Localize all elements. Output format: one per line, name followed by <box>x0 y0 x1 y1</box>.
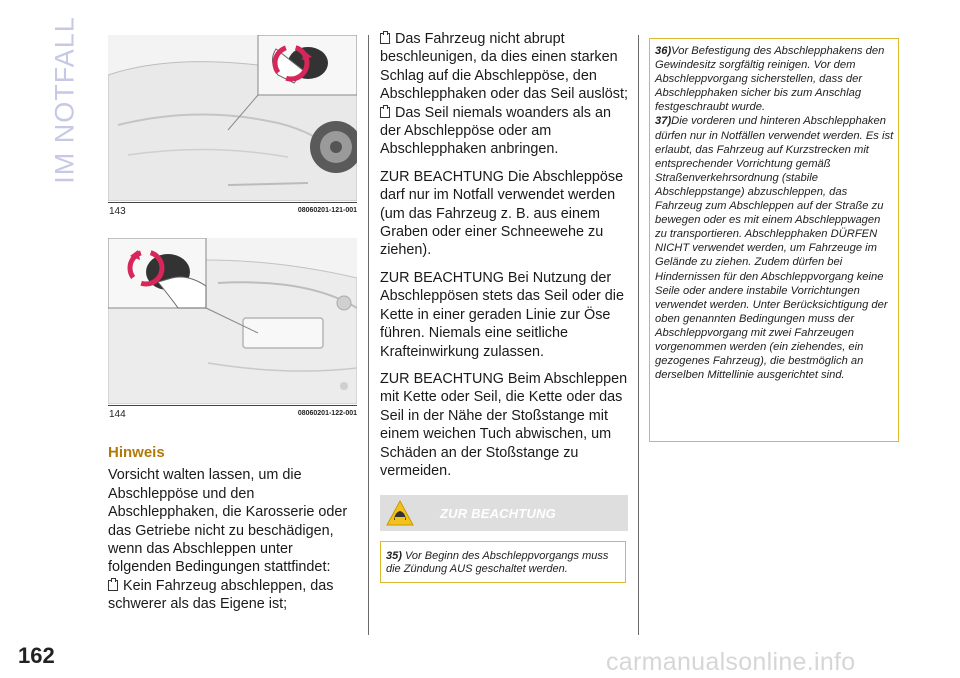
note-item <box>655 44 895 114</box>
warning-header <box>380 495 628 531</box>
figure-144-image <box>108 238 357 404</box>
column-divider <box>368 35 369 635</box>
figure-144 <box>108 238 357 423</box>
warning-triangle-icon <box>386 500 414 526</box>
note-text: Vor Befestigung des Abschlepphakens den Gewindesitz sorgfältig reinigen. Vor dem Abschleppvorgang sicherstellen, dass der Abschlepphaken sicher bis zum Anschlag festgeschraubt wurde. <box>655 45 885 114</box>
note-number: 35) <box>386 550 402 562</box>
checkbox-bullet-icon <box>380 107 390 118</box>
note-number: 36) <box>655 45 672 57</box>
checkbox-bullet-icon <box>380 33 390 44</box>
note-item <box>655 114 895 382</box>
column-divider <box>638 35 639 635</box>
note-text: Die vorderen und hinteren Abschlepphaken dürfen nur in Notfällen verwendet werden. Es ist erlaubt, das Fahrzeug auf Kurzstrecken mit entsprechender Vorrichtung gemäß Straßenverkehrsordnung (stabile Abschleppstange) abzuschleppen, das Fahrzeug zum Abschleppen auf der Straße zu bewegen oder es mit einem Abschleppwagen zu transportieren. Abschlepphaken DÜRFEN NICHT verwendet werden, um Fahrzeuge im Gelände zu ziehen. Zudem dürfen bei Hindernissen für den Abschleppvorgang keine Seile oder andere instabile Vorrichtungen verwendet werden. Unter Berücksichtigung der oben genannten Bedingungen muss der Abschleppvorgang mit zwei Fahrzeugen vorgenommen werden (ein ziehendes, ein gezogenes Fahrzeug), die bestmöglich an derselben Mittellinie ausgerichtet sind. <box>655 115 894 382</box>
hinweis-intro: Vorsicht walten lassen, um die Abschleppöse und den Abschlepphaken, die Karosserie oder das Getriebe nicht zu beschädigen, wenn das Abschleppen unter folgenden Bedingungen stattfindet: <box>108 467 348 576</box>
figure-144-caption <box>108 405 357 423</box>
bullet-item <box>108 577 358 614</box>
notes-box <box>649 38 899 442</box>
figure-number: 144 <box>109 409 126 420</box>
paragraph: ZUR BEACHTUNG Bei Nutzung der Abschleppösen stets das Seil oder die Kette in einer geraden Linie zur Öse führen. Niemals eine seitliche Krafteinwirkung zulassen. <box>380 269 624 360</box>
middle-column <box>380 30 630 480</box>
bullet-item <box>380 30 630 104</box>
figure-number: 143 <box>109 206 126 217</box>
warning-header-label: ZUR BEACHTUNG <box>440 506 556 521</box>
bullet-item <box>380 104 630 159</box>
watermark: carmanualsonline.info <box>606 648 856 676</box>
car-rear-tow-hook-illustration <box>108 238 357 404</box>
figure-143-image <box>108 35 357 201</box>
note-number: 37) <box>655 115 672 128</box>
bullet-text: Kein Fahrzeug abschleppen, das schwerer als das Eigene ist; <box>108 577 334 613</box>
paragraph: ZUR BEACHTUNG Die Abschleppöse darf nur im Notfall verwendet werden (um das Fahrzeug z. B. aus einem Graben oder einer Schneewehe zu ziehen). <box>380 168 624 259</box>
section-title: IM NOTFALL <box>49 16 80 184</box>
checkbox-bullet-icon <box>108 580 118 591</box>
hinweis-heading: Hinweis <box>108 444 165 461</box>
page-number: 162 <box>18 643 55 668</box>
figure-code: 08060201-122-001 <box>297 410 357 417</box>
figure-code: 08060201-121-001 <box>297 207 357 214</box>
bullet-text: Das Seil niemals woanders als an der Abschleppöse oder am Abschlepphaken anbringen. <box>380 104 611 158</box>
paragraph: ZUR BEACHTUNG Beim Abschleppen mit Kette oder Seil, die Kette oder das Seil in der Nähe der Stoßstange mit einem weichen Tuch abwischen, um Schäden an der Stoßstange zu vermeiden. <box>380 370 628 479</box>
car-front-tow-hook-illustration <box>108 35 357 201</box>
note-text: Vor Beginn des Abschleppvorgangs muss die Zündung AUS geschaltet werden. <box>386 550 609 575</box>
bullet-text: Das Fahrzeug nicht abrupt beschleunigen, da dies einen starken Schlag auf die Abschleppöse, den Abschlepphaken oder das Seil auslöst; <box>380 31 628 103</box>
figure-143-caption <box>108 202 357 220</box>
figure-143 <box>108 35 357 220</box>
warning-note <box>380 541 626 583</box>
left-column <box>108 444 358 614</box>
